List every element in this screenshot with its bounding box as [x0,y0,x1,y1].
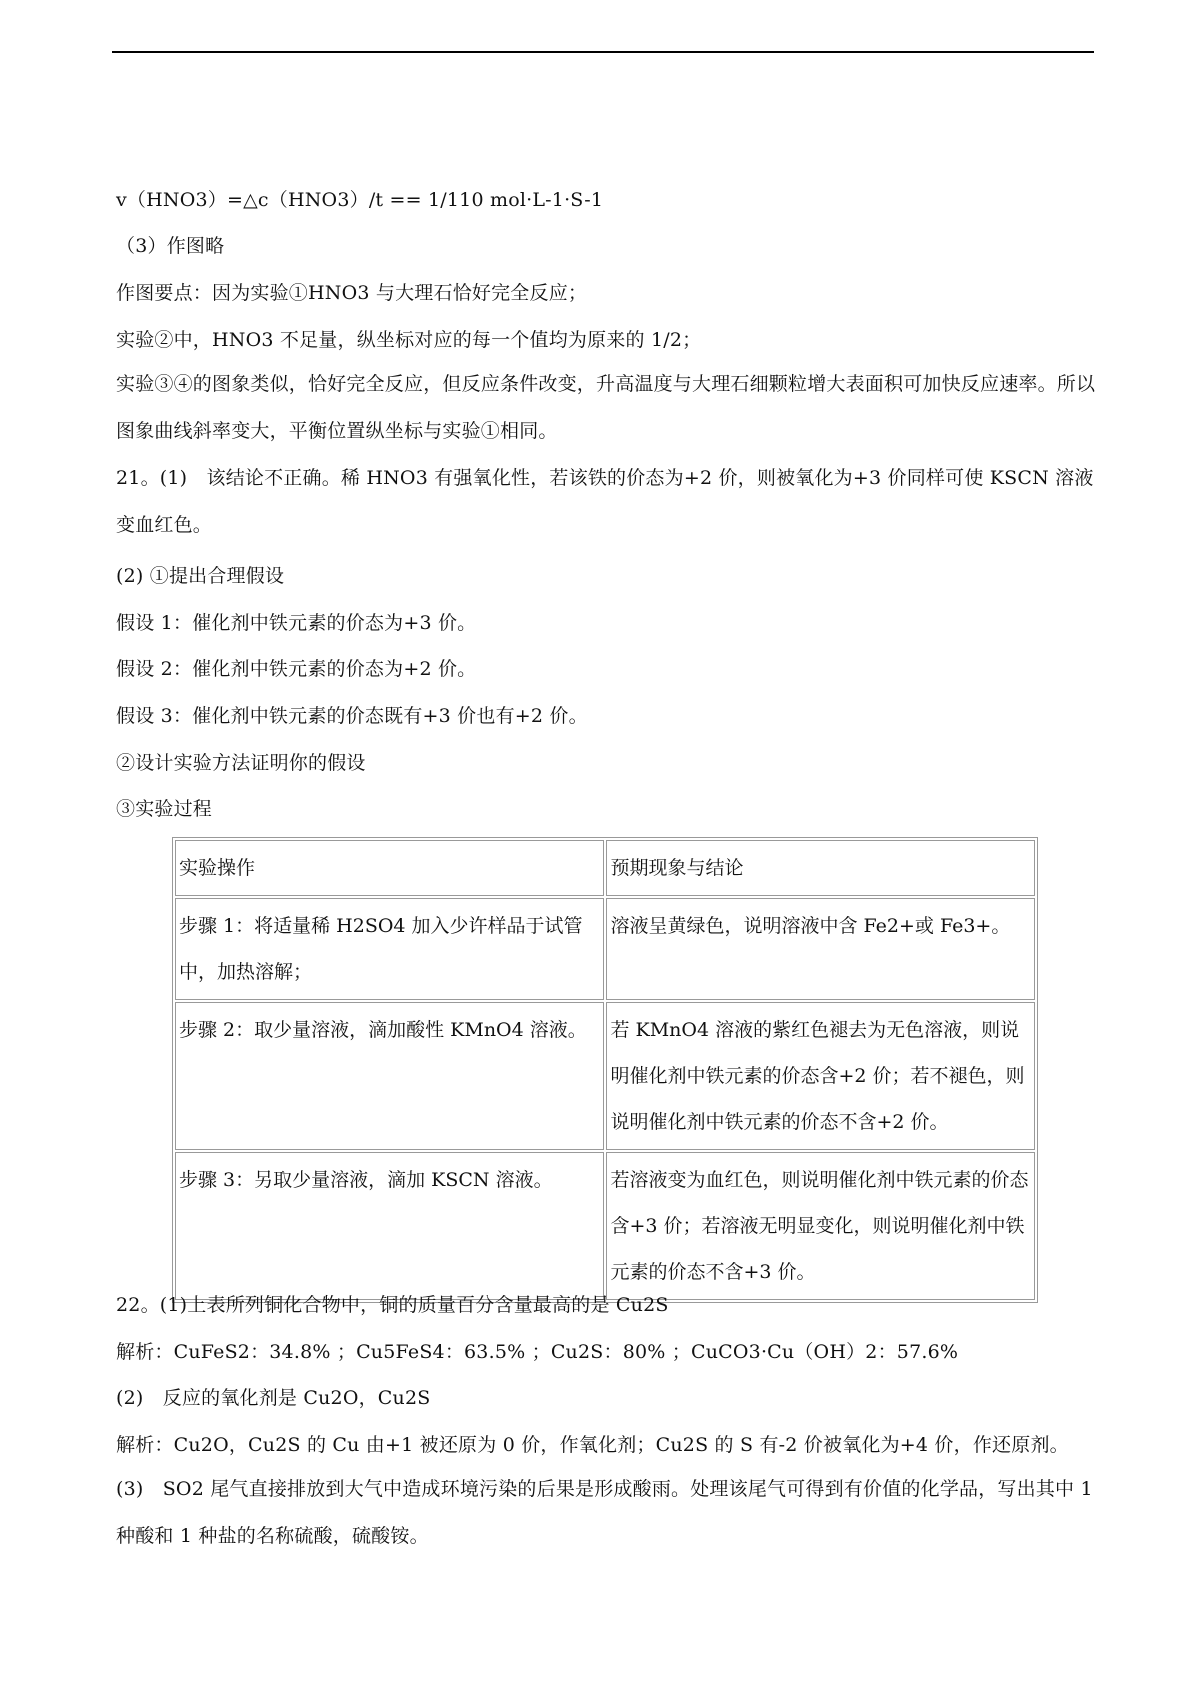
table-cell-operation: 步骤 3：另取少量溶液，滴加 KSCN 溶液。 [175,1152,604,1300]
answer-21-1: 21。(1) 该结论不正确。稀 HNO3 有强氧化性，若该铁的价态为+2 价，则被氧化为+3 价同样可使 KSCN 溶液变血红色。 [116,467,1094,536]
table-row [175,1152,1035,1300]
answer-22-3: (3) SO2 尾气直接排放到大气中造成环境污染的后果是形成酸雨。处理该尾气可得到有价值的化学品，写出其中 1 种酸和 1 种盐的名称硫酸，硫酸铵。 [116,1478,1093,1547]
analysis-22-1: 解析：CuFeS2：34.8% ；Cu5FeS4：63.5% ；Cu2S：80% ；CuCO3·Cu（OH）2：57.6% [116,1341,959,1363]
answer-22-2: (2) 反应的氧化剂是 Cu2O，Cu2S [116,1387,431,1409]
table-header-cell: 实验操作 [175,840,604,896]
table-header-cell: 预期现象与结论 [606,840,1035,896]
hypothesis-3: 假设 3：催化剂中铁元素的价态既有+3 价也有+2 价。 [116,705,588,727]
answer-22-1: 22。(1)上表所列铜化合物中，铜的质量百分含量最高的是 Cu2S [116,1294,669,1316]
hypothesis-1: 假设 1：催化剂中铁元素的价态为+3 价。 [116,612,477,634]
hypothesis-2: 假设 2：催化剂中铁元素的价态为+2 价。 [116,658,477,680]
table-cell-operation: 步骤 2：取少量溶液，滴加酸性 KMnO4 溶液。 [175,1002,604,1150]
drawing-point-3: 实验③④的图象类似，恰好完全反应，但反应条件改变，升高温度与大理石细颗粒增大表面积可加快反应速率。所以图象曲线斜率变大，平衡位置纵坐标与实验①相同。 [116,373,1096,442]
table-row [175,898,1035,1000]
header-rule [112,51,1094,53]
table-cell-result: 溶液呈黄绿色，说明溶液中含 Fe2+或 Fe3+。 [606,898,1035,1000]
drawing-point-1: 作图要点：因为实验①HNO3 与大理石恰好完全反应； [116,282,588,304]
table-cell-result: 若 KMnO4 溶液的紫红色褪去为无色溶液，则说明催化剂中铁元素的价态含+2 价；若不褪色，则说明催化剂中铁元素的价态不含+2 价。 [606,1002,1035,1150]
table-row [175,1002,1035,1150]
procedure-heading: ③实验过程 [116,798,213,820]
section-3-heading: （3）作图略 [116,235,225,257]
table-cell-operation: 步骤 1：将适量稀 H2SO4 加入少许样品于试管中，加热溶解； [175,898,604,1000]
answer-21-2-heading: (2) ①提出合理假设 [116,565,285,587]
experiment-table [172,837,1038,1303]
rate-equation: v（HNO3）=△c（HNO3）/t == 1/110 mol·L-1·S-1 [116,189,604,211]
design-heading: ②设计实验方法证明你的假设 [116,752,366,774]
drawing-point-2: 实验②中，HNO3 不足量，纵坐标对应的每一个值均为原来的 1/2； [116,329,702,351]
table-cell-result: 若溶液变为血红色，则说明催化剂中铁元素的价态含+3 价；若溶液无明显变化，则说明催化剂中铁元素的价态不含+3 价。 [606,1152,1035,1300]
table-header-row [175,840,1035,896]
analysis-22-2: 解析：Cu2O，Cu2S 的 Cu 由+1 被还原为 0 价，作氧化剂；Cu2S 的 S 有-2 价被氧化为+4 价，作还原剂。 [116,1434,1069,1456]
